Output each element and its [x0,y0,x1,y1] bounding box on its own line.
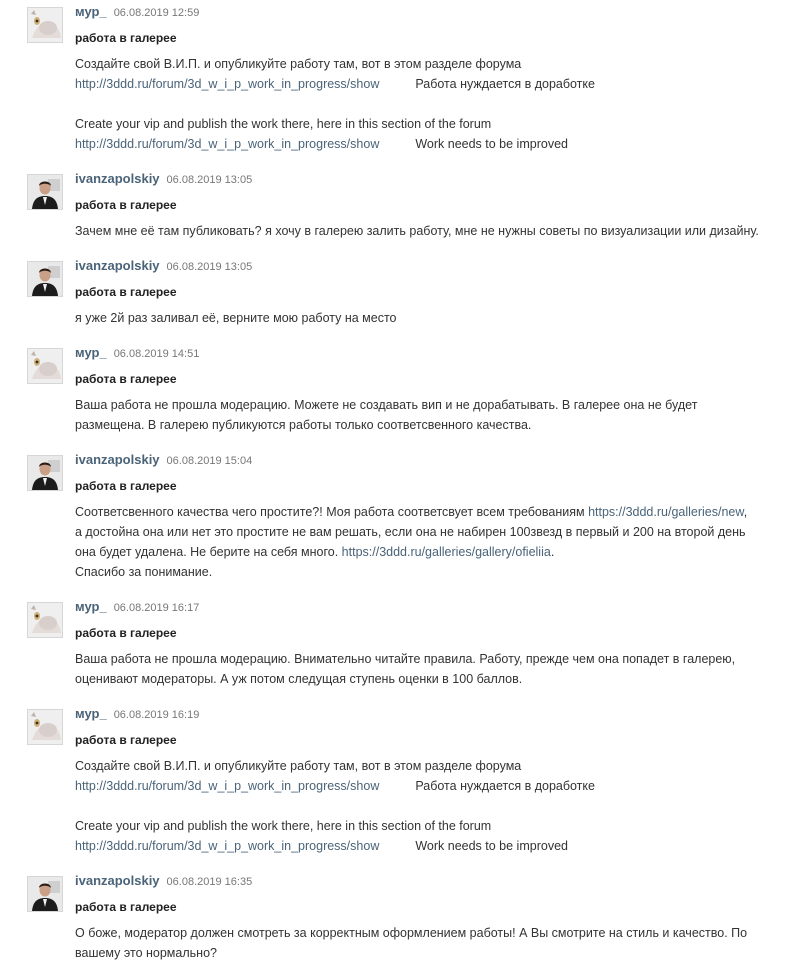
message-meta [75,4,199,21]
author-link[interactable]: мур_ [75,4,107,19]
message-meta [75,258,252,275]
message-subject: работа в галерее [75,479,177,493]
gallery-link[interactable]: https://3ddd.ru/galleries/new [588,505,744,519]
gallery-link[interactable]: https://3ddd.ru/galleries/gallery/ofieliia [341,545,551,559]
person-avatar[interactable] [27,261,63,297]
author-link[interactable]: ivanzapolskiy [75,258,160,273]
message-body [75,54,800,154]
text-line [75,836,800,856]
person-avatar[interactable] [27,455,63,491]
message-body [75,756,800,856]
text-line: Создайте свой В.И.П. и опубликуйте работу там, вот в этом разделе форума [75,57,522,71]
text-fragment: она будет удалена. Не берите на себя много. [75,545,342,559]
cat-avatar[interactable] [27,7,63,43]
paragraph-gap [75,796,800,816]
status-label: Work needs to be improved [415,839,568,853]
text-fragment: . [550,545,555,559]
message-subject: работа в галерее [75,198,177,212]
cat-avatar[interactable] [27,602,63,638]
message-date: 06.08.2019 12:59 [113,7,200,19]
text-line: а достойна она или нет это простите не вам решать, если она не набирен 100звезд в первый и 200 на второй день [75,525,746,539]
person-avatar[interactable] [27,174,63,210]
message-body [75,923,800,963]
message-date: 06.08.2019 13:05 [166,174,253,186]
forum-link[interactable]: http://3ddd.ru/forum/3d_w_i_p_work_in_progress/show [75,779,380,793]
text-line: я уже 2й раз заливал её, верните мою работу на место [75,311,397,325]
message-date: 06.08.2019 15:04 [166,455,253,467]
message-meta [75,171,252,188]
message-date: 06.08.2019 16:35 [166,876,253,888]
status-label: Работа нуждается в доработке [415,77,595,91]
message-subject: работа в галерее [75,372,177,386]
text-line: Зачем мне её там публиковать? я хочу в галерею залить работу, мне не нужны советы по визуализации или дизайну. [75,224,759,238]
text-line: Создайте свой В.И.П. и опубликуйте работу там, вот в этом разделе форума [75,759,522,773]
message-subject: работа в галерее [75,900,177,914]
text-line [75,74,800,94]
author-link[interactable]: мур_ [75,599,107,614]
message-body [75,395,800,435]
text-fragment: , [743,505,748,519]
cat-avatar[interactable] [27,348,63,384]
message-body [75,221,800,241]
message-date: 06.08.2019 13:05 [166,261,253,273]
cat-avatar[interactable] [27,709,63,745]
message-date: 06.08.2019 16:17 [113,602,200,614]
text-line: Ваша работа не прошла модерацию. Внимательно читайте правила. Работу, прежде чем она попадет в галерею, [75,652,736,666]
text-line [75,134,800,154]
author-link[interactable]: ivanzapolskiy [75,452,160,467]
message-subject: работа в галерее [75,626,177,640]
forum-link[interactable]: http://3ddd.ru/forum/3d_w_i_p_work_in_progress/show [75,77,380,91]
author-link[interactable]: мур_ [75,345,107,360]
author-link[interactable]: ivanzapolskiy [75,873,160,888]
message-meta [75,345,199,362]
paragraph-gap [75,94,800,114]
person-avatar[interactable] [27,876,63,912]
message-body [75,502,800,582]
text-line: Ваша работа не прошла модерацию. Можете не создавать вип и не дорабатывать. В галерее она не будет [75,398,698,412]
text-fragment: Соответсвенного качества чего простите?! Моя работа соответсвует всем требованиям [75,505,589,519]
text-line [75,776,800,796]
message-body [75,308,800,328]
message-meta [75,706,199,723]
text-line: Create your vip and publish the work there, here in this section of the forum [75,819,492,833]
message-subject: работа в галерее [75,31,177,45]
text-line: О боже, модератор должен смотреть за корректным оформлением работы! А Вы смотрите на стиль и качество. По [75,926,748,940]
forum-link[interactable]: http://3ddd.ru/forum/3d_w_i_p_work_in_progress/show [75,839,380,853]
message-date: 06.08.2019 14:51 [113,348,200,360]
text-line [75,502,800,522]
status-label: Work needs to be improved [415,137,568,151]
message-meta [75,452,252,469]
forum-link[interactable]: http://3ddd.ru/forum/3d_w_i_p_work_in_progress/show [75,137,380,151]
message-subject: работа в галерее [75,285,177,299]
text-line: Create your vip and publish the work there, here in this section of the forum [75,117,492,131]
text-line: оценивают модераторы. А уж потом следущая ступень оценки в 100 баллов. [75,672,523,686]
text-line: вашему это нормально? [75,946,217,960]
status-label: Работа нуждается в доработке [415,779,595,793]
text-line: Спасибо за понимание. [75,565,213,579]
message-meta [75,873,252,890]
message-meta [75,599,199,616]
text-line [75,542,800,562]
message-date: 06.08.2019 16:19 [113,709,200,721]
message-body [75,649,800,689]
message-subject: работа в галерее [75,733,177,747]
author-link[interactable]: ivanzapolskiy [75,171,160,186]
author-link[interactable]: мур_ [75,706,107,721]
text-line: размещена. В галерею публикуются работы только соответсвенного качества. [75,418,532,432]
